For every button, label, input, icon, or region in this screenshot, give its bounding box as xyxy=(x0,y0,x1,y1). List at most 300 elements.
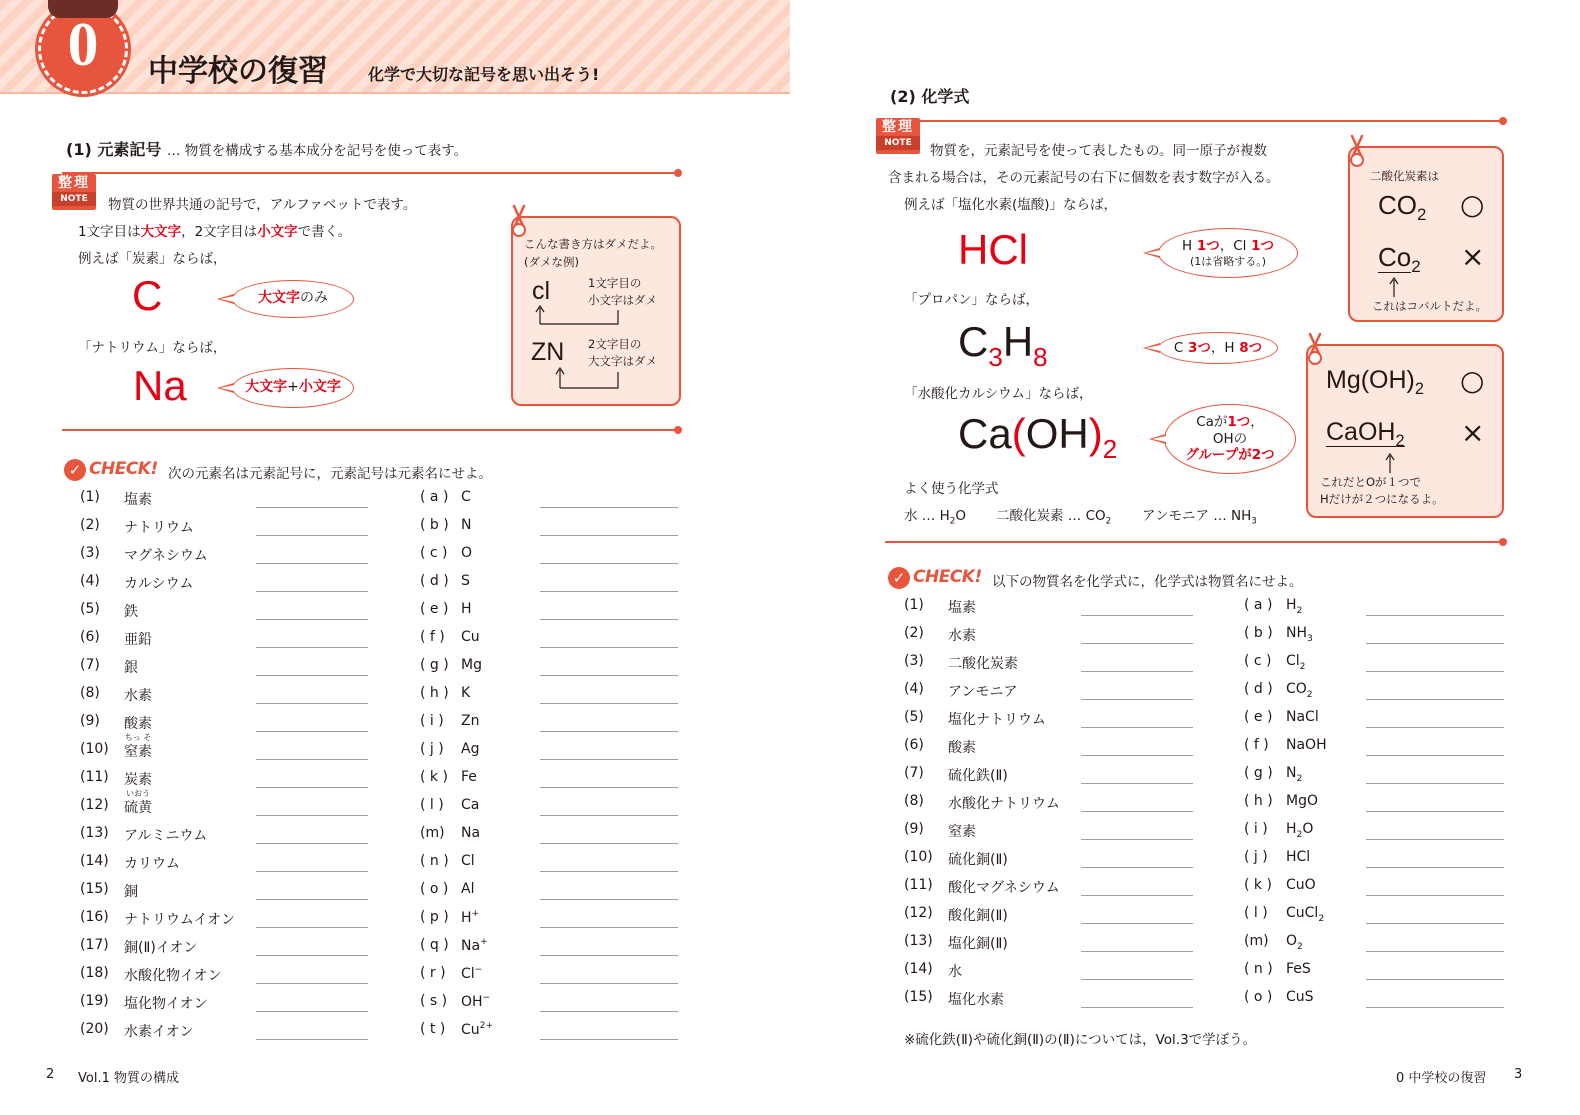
question-text xyxy=(461,881,474,897)
correct-mark-icon: ○ xyxy=(1460,188,1485,221)
question-term-text: Ag xyxy=(461,741,480,757)
answer-line[interactable] xyxy=(1366,951,1504,952)
answer-line[interactable] xyxy=(540,899,678,900)
question-number: (m) xyxy=(1244,933,1269,949)
question-term xyxy=(1286,625,1307,641)
answer-line[interactable] xyxy=(256,619,368,620)
answer-line[interactable] xyxy=(256,563,368,564)
answer-line[interactable] xyxy=(256,591,368,592)
answer-line[interactable] xyxy=(1366,615,1504,616)
answer-line[interactable] xyxy=(1366,671,1504,672)
question-term-text: 水素イオン xyxy=(124,1024,194,1040)
formula-text: CaOH xyxy=(1326,418,1396,446)
question-number: ( a ) xyxy=(1244,597,1273,613)
question-term-text: CuCl xyxy=(1286,905,1319,921)
question-number: ( n ) xyxy=(1244,961,1273,977)
question-text xyxy=(948,765,1008,785)
section-divider xyxy=(62,172,678,174)
answer-line[interactable] xyxy=(540,731,678,732)
formula-part: Ca xyxy=(958,410,1012,457)
question-term-text: 水素 xyxy=(124,688,152,704)
question-text xyxy=(948,989,1004,1009)
answer-line[interactable] xyxy=(540,675,678,676)
question-text xyxy=(124,629,152,649)
question-term xyxy=(461,685,470,701)
question-term-text: 酸化銅(Ⅱ) xyxy=(948,908,1008,924)
answer-line[interactable] xyxy=(1081,671,1193,672)
question-term xyxy=(1286,905,1318,921)
question-number: ( l ) xyxy=(420,797,444,813)
question-term xyxy=(124,545,208,565)
bubble-emphasis: 大文字 xyxy=(258,290,300,307)
question-number: ( l ) xyxy=(1244,905,1268,921)
answer-line[interactable] xyxy=(540,955,678,956)
question-text xyxy=(1286,877,1316,893)
bubble-text: ，H xyxy=(1210,339,1235,356)
answer-line[interactable] xyxy=(256,647,368,648)
question-number: (11) xyxy=(80,769,109,785)
note-line: 2文字目の xyxy=(588,337,642,351)
question-term xyxy=(948,933,1008,953)
question-text xyxy=(1286,821,1313,840)
question-term xyxy=(124,685,152,705)
answer-line[interactable] xyxy=(540,563,678,564)
answer-line[interactable] xyxy=(1366,643,1504,644)
question-term-text: 銅 xyxy=(124,884,138,900)
chapter-subtitle: 化学で大切な記号を思い出そう! xyxy=(368,65,600,84)
note-tag-en: NOTE xyxy=(52,192,96,206)
answer-line[interactable] xyxy=(540,787,678,788)
answer-line[interactable] xyxy=(256,507,368,508)
bubble-emphasis: 小文字 xyxy=(298,379,341,396)
question-term-text: 塩素 xyxy=(948,600,976,616)
question-number: (18) xyxy=(80,965,109,981)
question-term xyxy=(124,789,152,817)
question-text xyxy=(948,625,976,645)
answer-line[interactable] xyxy=(540,927,678,928)
answer-line[interactable] xyxy=(256,955,368,956)
answer-line[interactable] xyxy=(256,1039,368,1040)
question-text xyxy=(461,601,472,617)
formula-subscript: 2 xyxy=(1297,941,1303,952)
formula-subscript: 8 xyxy=(1033,342,1048,372)
question-text xyxy=(124,769,152,789)
bubble-emphasis: 3つ xyxy=(1187,339,1211,356)
question-term-text: 硫化鉄(Ⅱ) xyxy=(948,768,1008,784)
paperclip-icon xyxy=(1304,332,1326,366)
question-number: ( n ) xyxy=(420,853,449,869)
question-text xyxy=(948,737,976,757)
question-term xyxy=(948,737,976,757)
question-term xyxy=(124,881,138,901)
question-number: ( r ) xyxy=(420,965,446,981)
question-term-text: 塩化銅(Ⅱ) xyxy=(948,936,1008,952)
formula-text: O xyxy=(955,508,966,524)
question-number: (3) xyxy=(80,545,100,561)
answer-line[interactable] xyxy=(1081,755,1193,756)
question-term-text: 亜鉛 xyxy=(124,632,152,648)
question-term xyxy=(1286,653,1300,669)
footer-volume: Vol.1 物質の構成 xyxy=(78,1071,179,1086)
check-instruction: 次の元素名は元素記号に，元素記号は元素名にせよ。 xyxy=(168,466,492,482)
answer-line[interactable] xyxy=(1081,979,1193,980)
question-term-text: 水酸化物イオン xyxy=(124,968,222,984)
answer-line[interactable] xyxy=(1366,727,1504,728)
note-line-4: 「ナトリウム」ならば， xyxy=(78,340,227,356)
note-line: 小文字はダメ xyxy=(588,292,657,307)
question-term-text: Ca xyxy=(461,797,480,813)
question-term xyxy=(1286,597,1297,613)
question-term-text: H xyxy=(461,601,472,617)
question-number: ( b ) xyxy=(420,517,449,533)
example-formula-caoh2 xyxy=(958,410,1117,465)
question-text xyxy=(948,849,1008,869)
question-term-text: 硫化銅(Ⅱ) xyxy=(948,852,1008,868)
question-term-text: Fe xyxy=(461,769,477,785)
question-text xyxy=(124,789,152,817)
question-term xyxy=(948,625,976,645)
formula-text: 水 … H xyxy=(904,508,950,524)
question-text xyxy=(1286,737,1327,753)
answer-line[interactable] xyxy=(1366,811,1504,812)
question-term xyxy=(1286,765,1296,781)
wrong-mark-icon: × xyxy=(1461,416,1485,449)
formula-subscript: 2 xyxy=(1296,605,1303,616)
question-term xyxy=(461,938,480,954)
question-number: ( p ) xyxy=(420,909,449,925)
answer-line[interactable] xyxy=(1081,811,1193,812)
answer-line[interactable] xyxy=(1366,755,1504,756)
common-formula-co2 xyxy=(996,504,1111,527)
question-term xyxy=(124,601,138,621)
question-text xyxy=(1286,793,1318,809)
answer-line[interactable] xyxy=(540,703,678,704)
question-number: ( b ) xyxy=(1244,625,1273,641)
answer-line[interactable] xyxy=(540,591,678,592)
question-term-text: 塩化ナトリウム xyxy=(948,712,1046,728)
question-term xyxy=(461,910,472,926)
answer-line[interactable] xyxy=(540,1039,678,1040)
question-term xyxy=(461,713,479,729)
answer-line[interactable] xyxy=(540,815,678,816)
check-label: CHECK! xyxy=(913,567,982,587)
formula-text: アンモニア … NH xyxy=(1142,508,1252,524)
question-text xyxy=(1286,597,1302,616)
example-formula-hcl: HCl xyxy=(958,226,1028,273)
footer-chapter: 0 中学校の復習 xyxy=(1396,1071,1487,1086)
section-title-element-symbols xyxy=(66,137,467,160)
question-term xyxy=(1286,709,1319,725)
question-number: ( o ) xyxy=(420,881,449,897)
up-arrow-icon xyxy=(1384,452,1396,474)
answer-line[interactable] xyxy=(1081,867,1193,868)
question-number: ( i ) xyxy=(420,713,444,729)
answer-line[interactable] xyxy=(540,871,678,872)
tip-hydroxide-note xyxy=(1320,474,1444,507)
question-text xyxy=(124,853,180,873)
question-text xyxy=(1286,765,1302,784)
question-term-text: 塩化水素 xyxy=(948,992,1004,1008)
question-term xyxy=(124,517,194,537)
bubble-note: (1は省略する。) xyxy=(1189,254,1267,268)
answer-line[interactable] xyxy=(540,843,678,844)
question-number: (2) xyxy=(80,517,100,533)
question-number: (15) xyxy=(904,989,933,1005)
formula-part: OH xyxy=(1025,410,1089,457)
section-divider xyxy=(62,429,678,431)
question-text xyxy=(461,797,479,813)
answer-line[interactable] xyxy=(1081,895,1193,896)
speech-bubble-caoh2 xyxy=(1164,404,1296,474)
question-text xyxy=(124,937,197,957)
emphasis-uppercase: 大文字 xyxy=(140,224,182,240)
question-term xyxy=(461,657,482,673)
answer-line[interactable] xyxy=(1081,839,1193,840)
answer-line[interactable] xyxy=(256,843,368,844)
question-text xyxy=(124,601,138,621)
question-term xyxy=(124,1021,194,1041)
question-term xyxy=(124,713,152,733)
question-text xyxy=(461,657,482,673)
answer-line[interactable] xyxy=(1366,839,1504,840)
ion-charge: − xyxy=(474,965,483,975)
question-number: (20) xyxy=(80,1021,109,1037)
question-number: ( q ) xyxy=(420,937,449,953)
question-term xyxy=(1286,961,1311,977)
question-text xyxy=(1286,905,1324,924)
question-term-text: 水 xyxy=(948,964,962,980)
question-text xyxy=(1286,933,1303,952)
question-number: ( h ) xyxy=(420,685,449,701)
question-text xyxy=(948,793,1060,813)
bubble-line xyxy=(1196,414,1264,431)
question-term-text: FeS xyxy=(1286,961,1311,977)
question-number: (1) xyxy=(904,597,924,613)
answer-line[interactable] xyxy=(1366,923,1504,924)
question-number: (12) xyxy=(80,797,109,813)
bubble-line xyxy=(1174,340,1262,357)
answer-line[interactable] xyxy=(256,1011,368,1012)
formula-part: H xyxy=(1002,318,1034,365)
formula-subscript: 3 xyxy=(1251,516,1257,527)
answer-line[interactable] xyxy=(256,899,368,900)
question-text xyxy=(124,489,152,509)
question-text xyxy=(461,909,479,926)
question-text xyxy=(1286,709,1319,725)
question-term xyxy=(1286,681,1307,697)
question-term-text: Cl xyxy=(461,965,475,982)
question-number: (14) xyxy=(80,853,109,869)
common-formula-water xyxy=(904,504,966,527)
bad-example-zn: ZN xyxy=(531,338,565,366)
wrong-mark-icon: × xyxy=(1461,240,1485,273)
answer-line[interactable] xyxy=(256,759,368,760)
question-number: ( e ) xyxy=(420,601,449,617)
question-text xyxy=(124,825,207,845)
note-line-2 xyxy=(78,220,351,240)
question-term-text: S xyxy=(461,573,470,589)
ion-charge: 2+ xyxy=(479,1021,494,1031)
formula-underlined xyxy=(1378,242,1411,273)
bubble-emphasis: 1つ xyxy=(1251,237,1275,254)
formula-subscript: 2 xyxy=(1105,516,1112,527)
answer-line[interactable] xyxy=(1081,1007,1193,1008)
answer-line[interactable] xyxy=(1081,727,1193,728)
question-term-text: 銅(Ⅱ)イオン xyxy=(124,940,198,956)
answer-line[interactable] xyxy=(256,731,368,732)
good-example-mgoh2 xyxy=(1326,366,1424,399)
question-text xyxy=(124,517,194,537)
answer-line[interactable] xyxy=(1081,923,1193,924)
question-text xyxy=(1286,849,1310,865)
question-term xyxy=(124,909,235,929)
answer-line[interactable] xyxy=(1081,951,1193,952)
question-term-text: 炭素 xyxy=(124,772,152,788)
question-term-text: カリウム xyxy=(124,856,180,872)
answer-line[interactable] xyxy=(256,815,368,816)
note-line-3: 例えば「塩化水素(塩酸)」ならば， xyxy=(904,197,1118,213)
formula-subscript: 2 xyxy=(949,516,956,527)
answer-line[interactable] xyxy=(256,871,368,872)
note-tag xyxy=(52,174,96,210)
page-number-left: 2 xyxy=(46,1067,55,1082)
answer-line[interactable] xyxy=(540,759,678,760)
paperclip-icon xyxy=(508,204,530,238)
question-term xyxy=(124,769,152,789)
header-divider xyxy=(0,92,790,94)
question-term-text: K xyxy=(461,685,471,701)
answer-line[interactable] xyxy=(1366,895,1504,896)
question-text xyxy=(124,909,235,929)
note-text: ，2文字目は xyxy=(181,224,258,240)
question-term-text: アンモニア xyxy=(948,684,1018,700)
answer-line[interactable] xyxy=(540,535,678,536)
question-term xyxy=(948,681,1017,701)
note-line-1: 物質を，元素記号を使って表したもの。同一原子が複数 xyxy=(930,143,1267,159)
answer-line[interactable] xyxy=(540,983,678,984)
question-number: (5) xyxy=(80,601,100,617)
question-number: (8) xyxy=(80,685,100,701)
answer-line[interactable] xyxy=(256,983,368,984)
question-text xyxy=(1286,989,1314,1005)
arrow-connector-icon xyxy=(552,366,624,390)
tip-co2-title: 二酸化炭素は xyxy=(1370,169,1439,183)
question-number: (13) xyxy=(80,825,109,841)
note-text: で書く。 xyxy=(297,224,352,240)
question-term xyxy=(461,853,475,869)
question-term-text: HCl xyxy=(1286,849,1311,865)
answer-line[interactable] xyxy=(256,787,368,788)
answer-line[interactable] xyxy=(540,619,678,620)
answer-line[interactable] xyxy=(1081,783,1193,784)
question-term xyxy=(948,905,1008,925)
question-term-text: H xyxy=(1286,821,1297,837)
bubble-text: OHの xyxy=(1212,430,1248,447)
question-text xyxy=(461,517,471,533)
question-text xyxy=(948,821,976,841)
question-term-text: 酸素 xyxy=(124,716,152,732)
answer-line[interactable] xyxy=(1081,699,1193,700)
question-term-text: OH xyxy=(461,993,483,1010)
question-term-text: H xyxy=(461,909,472,926)
question-number: ( e ) xyxy=(1244,709,1273,725)
answer-line[interactable] xyxy=(540,1011,678,1012)
note-line: 大文字はダメ xyxy=(588,353,657,368)
question-text xyxy=(124,965,222,985)
answer-line[interactable] xyxy=(540,647,678,648)
question-term-text: 銀 xyxy=(124,660,138,676)
question-number: ( a ) xyxy=(420,489,449,505)
question-term-text: 酸素 xyxy=(948,740,976,756)
arrow-connector-icon xyxy=(534,304,624,326)
answer-line[interactable] xyxy=(540,507,678,508)
answer-line[interactable] xyxy=(1081,643,1193,644)
question-term-text: Zn xyxy=(461,713,480,729)
note-text: 1文字目は xyxy=(78,224,141,240)
answer-line[interactable] xyxy=(1366,979,1504,980)
question-term xyxy=(948,877,1060,897)
question-number: ( j ) xyxy=(420,741,444,757)
formula-paren: ( xyxy=(1011,410,1026,457)
formula-subscript: 3 xyxy=(988,342,1003,372)
question-term-text: 塩化物イオン xyxy=(124,996,208,1012)
question-term xyxy=(124,853,180,873)
answer-line[interactable] xyxy=(256,535,368,536)
question-text xyxy=(124,881,138,901)
furigana: いおう xyxy=(126,789,150,798)
formula-subscript: 2 xyxy=(1296,829,1303,840)
tip-co2-note: これはコバルトだよ。 xyxy=(1372,299,1487,313)
bubble-text xyxy=(258,290,328,308)
question-text xyxy=(461,713,479,729)
answer-line[interactable] xyxy=(256,703,368,704)
question-text xyxy=(461,741,479,757)
answer-line[interactable] xyxy=(1366,699,1504,700)
tip-intro-1: こんな書き方はダメだよ。 xyxy=(524,237,662,251)
answer-line[interactable] xyxy=(1366,783,1504,784)
question-number: ( i ) xyxy=(1244,821,1268,837)
speech-bubble-hcl xyxy=(1158,228,1298,278)
answer-line[interactable] xyxy=(256,675,368,676)
formula-tail: O xyxy=(1302,821,1314,837)
chapter-number: 0 xyxy=(67,11,99,79)
answer-line[interactable] xyxy=(256,927,368,928)
answer-line[interactable] xyxy=(1081,615,1193,616)
ion-charge: − xyxy=(482,993,491,1003)
question-term-text: アルミニウム xyxy=(124,828,208,844)
bubble-emphasis: 大文字 xyxy=(245,379,288,396)
answer-line[interactable] xyxy=(1366,867,1504,868)
question-text xyxy=(461,1021,493,1038)
formula-subscript: 2 xyxy=(1318,913,1325,924)
question-text xyxy=(948,709,1046,729)
question-term xyxy=(461,966,475,982)
section-divider xyxy=(885,120,1503,122)
example-formula-c3h8 xyxy=(958,318,1048,373)
question-term-text: Na xyxy=(461,825,481,841)
question-number: ( s ) xyxy=(420,993,448,1009)
formula-subscript: 2 xyxy=(1296,773,1303,784)
question-number: ( d ) xyxy=(420,573,449,589)
question-term-text: ナトリウム xyxy=(124,520,194,536)
question-number: ( k ) xyxy=(1244,877,1272,893)
paperclip-icon xyxy=(1346,134,1368,168)
question-number: ( k ) xyxy=(420,769,448,785)
question-term xyxy=(1286,849,1310,865)
tip-intro-2: (ダメな例) xyxy=(524,255,579,269)
question-term-text: 硫黄 xyxy=(124,800,152,816)
answer-line[interactable] xyxy=(1366,1007,1504,1008)
